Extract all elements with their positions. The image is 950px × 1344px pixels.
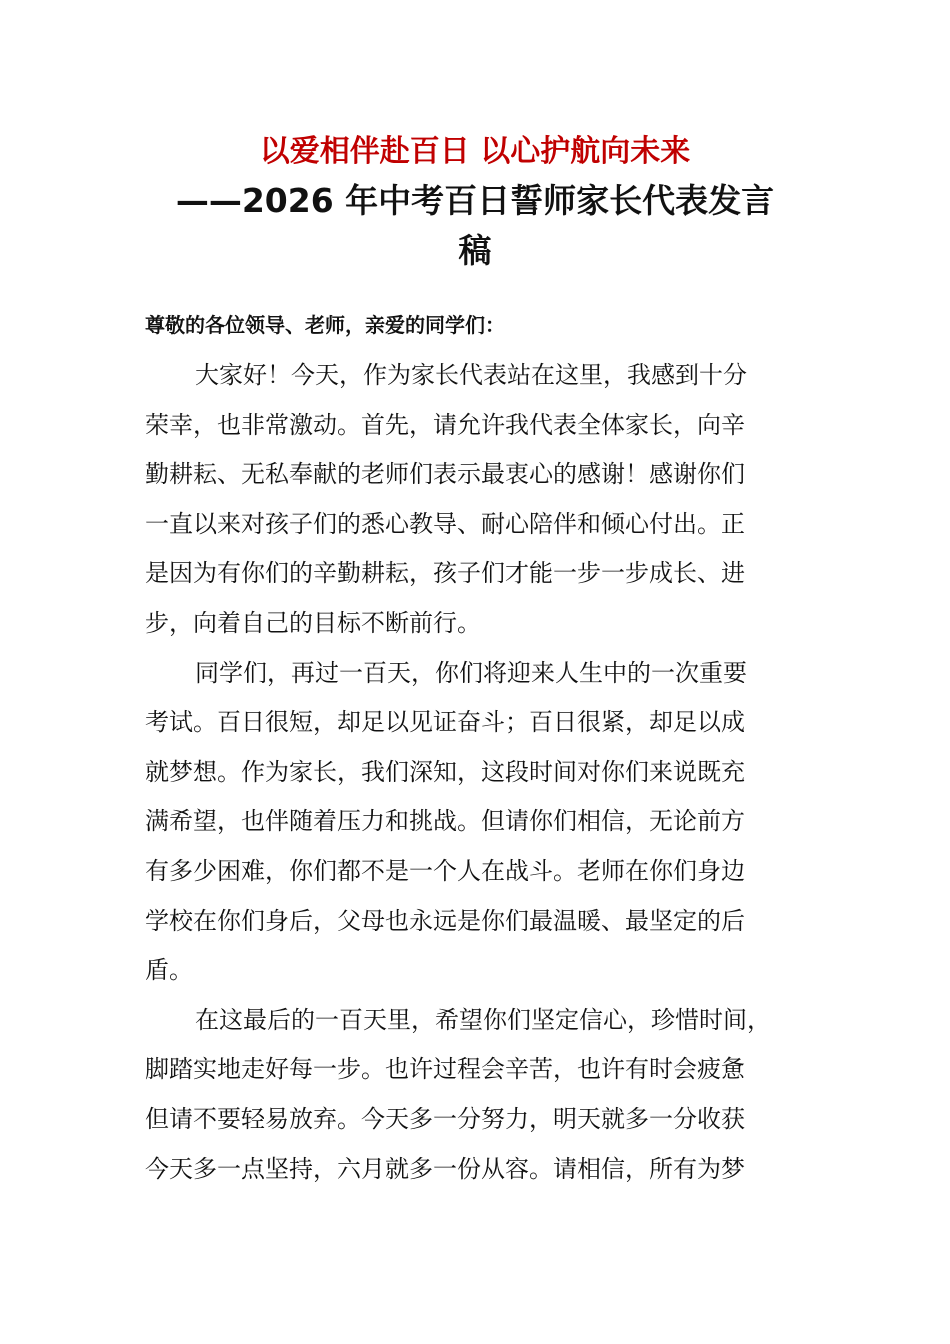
paragraph-line: 脚踏实地走好每一步。也许过程会辛苦，也许有时会疲惫 <box>145 1055 745 1084</box>
paragraph-line: 在这最后的一百天里，希望你们坚定信心，珍惜时间， <box>195 1005 771 1034</box>
paragraph-line: 有多少困难，你们都不是一个人在战斗。老师在你们身边 <box>145 856 745 885</box>
paragraph-line: 盾。 <box>145 956 193 985</box>
title-sub-line: ——2026 年中考百日誓师家长代表发言 <box>175 181 775 220</box>
paragraph-line: 同学们，再过一百天，你们将迎来人生中的一次重要 <box>195 658 747 687</box>
paragraph-line: 一直以来对孩子们的悉心教导、耐心陪伴和倾心付出。正 <box>145 509 745 538</box>
paragraph <box>145 649 815 996</box>
paragraph-line: 满希望，也伴随着压力和挑战。但请你们相信，无论前方 <box>145 807 745 836</box>
paragraph <box>145 996 815 1194</box>
paragraph-line: 学校在你们身后，父母也永远是你们最温暖、最坚定的后 <box>145 906 745 935</box>
paragraph <box>145 351 815 649</box>
paragraph-line: 勤耕耘、无私奉献的老师们表示最衷心的感谢！感谢你们 <box>145 460 745 489</box>
paragraph-line: 就梦想。作为家长，我们深知，这段时间对你们来说既充 <box>145 757 745 786</box>
paragraph-line: 大家好！今天，作为家长代表站在这里，我感到十分 <box>195 361 747 389</box>
document-body <box>145 351 815 1194</box>
document-title-sub <box>150 176 800 275</box>
paragraph-line: 是因为有你们的辛勤耕耘，孩子们才能一步一步成长、进 <box>145 559 745 588</box>
title-sub-line: 稿 <box>458 230 492 270</box>
paragraph-line: 步，向着自己的目标不断前行。 <box>145 608 481 637</box>
paragraph-line: 荣幸，也非常激动。首先，请允许我代表全体家长，向辛 <box>145 410 745 439</box>
paragraph-line: 今天多一点坚持，六月就多一份从容。请相信，所有为梦 <box>145 1154 745 1183</box>
paragraph-line: 但请不要轻易放弃。今天多一分努力，明天就多一分收获 <box>145 1104 745 1133</box>
document-title-main: 以爱相伴赴百日 以心护航向未来 <box>259 134 691 169</box>
salutation: 尊敬的各位领导、老师，亲爱的同学们： <box>145 313 505 337</box>
paragraph-line: 考试。百日很短，却足以见证奋斗；百日很紧，却足以成 <box>145 708 745 737</box>
